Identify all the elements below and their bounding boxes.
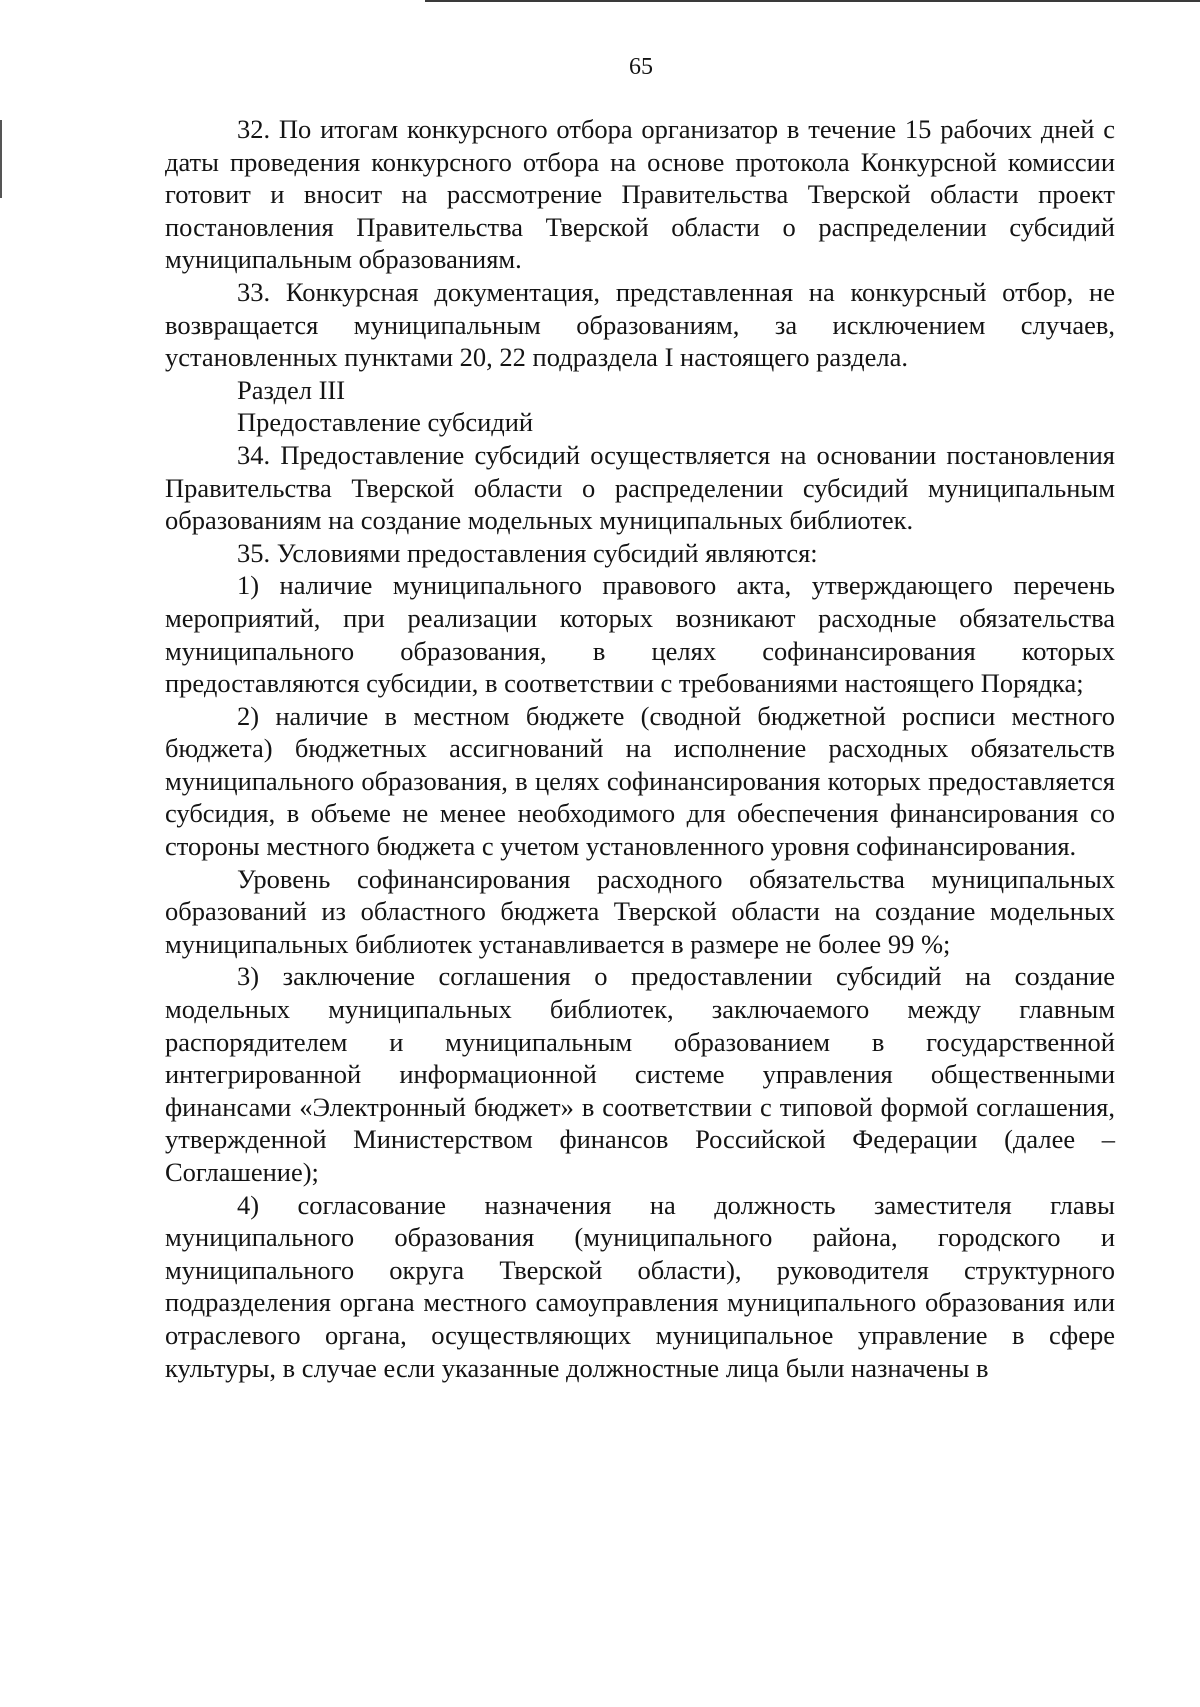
scan-top-border bbox=[425, 0, 1200, 2]
condition-4: 4) согласование назначения на должность заместителя главы муниципального образования (муниципального района, городского и муниципального округа Тверской области), руководителя структурного подразделения органа местного самоуправления муниципального образования или отраслевого органа, осуществляющих муниципальное управление в сфере культуры, в случае если указанные должностные лица были назначены в bbox=[165, 1189, 1115, 1383]
section-subtitle: Предоставление субсидий bbox=[237, 407, 534, 438]
paragraph-35: 35. Условиями предоставления субсидий являются: bbox=[237, 537, 818, 568]
condition-1: 1) наличие муниципального правового акта, утверждающего перечень мероприятий, при реализации которых возникают расходные обязательства муниципального образования, в целях софинансирования которых предоставляются субсидии, в соответствии с требованиями настоящего Порядка; bbox=[165, 570, 1115, 699]
paragraph-32: 32. По итогам конкурсного отбора организатор в течение 15 рабочих дней с даты проведения конкурсного отбора на основе протокола Конкурсной комиссии готовит и вносит на рассмотрение Правительства Тверской области проект постановления Правительства Тверской области о распределении субсидий муниципальным образованиям. bbox=[165, 114, 1115, 275]
condition-3: 3) заключение соглашения о предоставлении субсидий на создание модельных муниципальных библиотек, заключаемого между главным распорядителем и муниципальным образованием в государственной интегрированной информационной системе управления общественными финансами «Электронный бюджет» в соответствии с типовой формой соглашения, утвержденной Министерством финансов Российской Федерации (далее – Соглашение); bbox=[165, 961, 1115, 1187]
section-title: Раздел III bbox=[237, 374, 346, 405]
condition-2: 2) наличие в местном бюджете (сводной бюджетной росписи местного бюджета) бюджетных ассигнований на исполнение расходных обязательств муниципального образования, в целях софинансирования которых предоставляется субсидия, в объеме не менее необходимого для обеспечения финансирования со стороны местного бюджета с учетом установленного уровня софинансирования. bbox=[165, 700, 1115, 862]
paragraph-33: 33. Конкурсная документация, представленная на конкурсный отбор, не возвращается муниципальным образованиям, за исключением случаев, установленных пунктами 20, 22 подраздела I настоящего раздела. bbox=[165, 276, 1115, 373]
cofinancing-level: Уровень софинансирования расходного обязательства муниципальных образований из областного бюджета Тверской области на создание модельных муниципальных библиотек устанавливается в размере не более 99 %; bbox=[165, 863, 1115, 959]
paragraph-34: 34. Предоставление субсидий осуществляется на основании постановления Правительства Тверской области о распределении субсидий муниципальным образованиям на создание модельных муниципальных библиотек. bbox=[165, 439, 1115, 536]
document-body bbox=[165, 113, 1115, 1384]
page-number: 65 bbox=[629, 54, 653, 80]
scan-left-mark bbox=[0, 120, 2, 198]
